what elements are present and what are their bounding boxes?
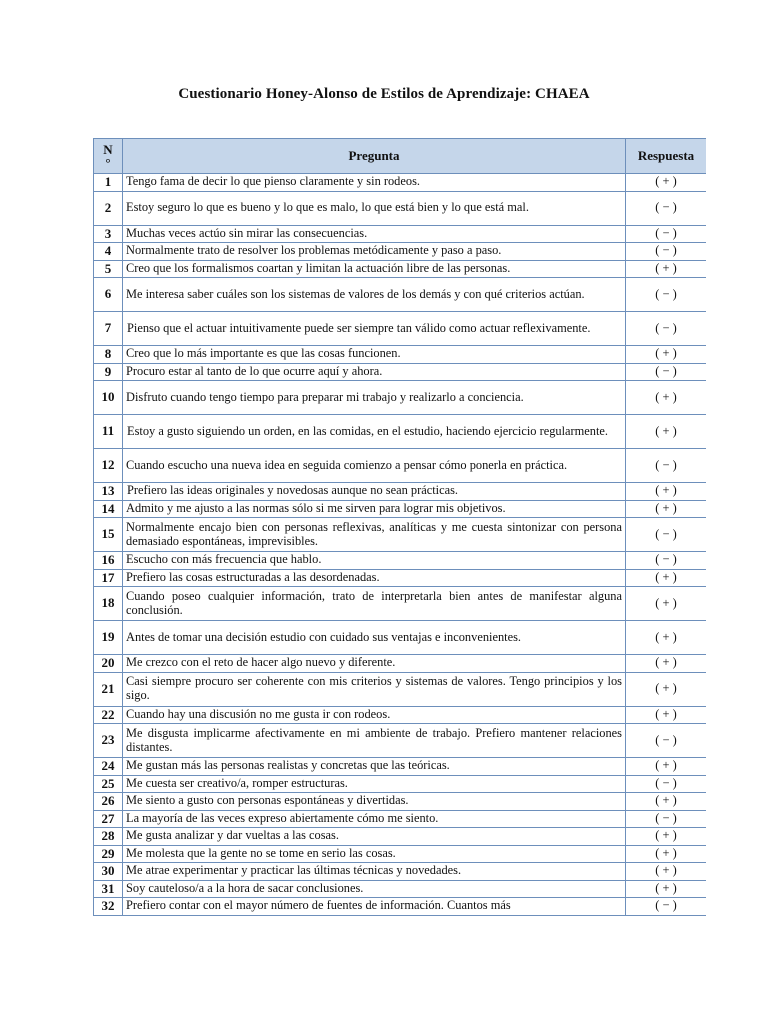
table-row — [94, 810, 707, 828]
row-answer: ( − ) — [626, 225, 707, 243]
table-row — [94, 483, 707, 501]
row-question: Me interesa saber cuáles son los sistemas de valores de los demás y con qué criterios actúan. — [123, 278, 626, 312]
row-question: Me siento a gusto con personas espontáneas y divertidas. — [123, 793, 626, 811]
row-number: 13 — [94, 483, 123, 501]
table-row — [94, 381, 707, 415]
row-question: Tengo fama de decir lo que pienso claramente y sin rodeos. — [123, 174, 626, 192]
row-number: 32 — [94, 898, 123, 916]
table-row — [94, 225, 707, 243]
header-number-label: N ° — [103, 142, 113, 170]
row-answer: ( + ) — [626, 758, 707, 776]
row-question: Me gustan más las personas realistas y concretas que las teóricas. — [123, 758, 626, 776]
row-question: Estoy a gusto siguiendo un orden, en las comidas, en el estudio, haciendo ejercicio regularmente. — [123, 415, 626, 449]
table-row — [94, 845, 707, 863]
row-question: Normalmente encajo bien con personas reflexivas, analíticas y me cuesta sintonizar con persona demasiado espontáneas, imprevisibles. — [123, 518, 626, 552]
row-answer: ( + ) — [626, 381, 707, 415]
table-row — [94, 775, 707, 793]
row-answer: ( − ) — [626, 810, 707, 828]
table-row — [94, 672, 707, 706]
row-number: 10 — [94, 381, 123, 415]
table-row — [94, 346, 707, 364]
row-question: Admito y me ajusto a las normas sólo si me sirven para lograr mis objetivos. — [123, 500, 626, 518]
row-question: Normalmente trato de resolver los problemas metódicamente y paso a paso. — [123, 243, 626, 261]
row-question: Soy cauteloso/a a la hora de sacar conclusiones. — [123, 880, 626, 898]
table-row — [94, 724, 707, 758]
row-answer: ( − ) — [626, 552, 707, 570]
row-question: Muchas veces actúo sin mirar las consecuencias. — [123, 225, 626, 243]
row-number: 30 — [94, 863, 123, 881]
row-number: 19 — [94, 621, 123, 655]
row-answer: ( + ) — [626, 415, 707, 449]
row-question: Me gusta analizar y dar vueltas a las cosas. — [123, 828, 626, 846]
row-number: 6 — [94, 278, 123, 312]
table-row — [94, 758, 707, 776]
table-row — [94, 880, 707, 898]
row-answer: ( + ) — [626, 845, 707, 863]
row-answer: ( + ) — [626, 500, 707, 518]
row-question: Cuando poseo cualquier información, trato de interpretarla bien antes de manifestar alguna conclusión. — [123, 587, 626, 621]
row-number: 26 — [94, 793, 123, 811]
row-answer: ( + ) — [626, 346, 707, 364]
row-answer: ( + ) — [626, 260, 707, 278]
header-number — [94, 139, 123, 174]
row-number: 14 — [94, 500, 123, 518]
row-number: 23 — [94, 724, 123, 758]
table-row — [94, 828, 707, 846]
table-row — [94, 655, 707, 673]
table-row — [94, 587, 707, 621]
row-question: Escucho con más frecuencia que hablo. — [123, 552, 626, 570]
row-answer: ( − ) — [626, 449, 707, 483]
row-question: Antes de tomar una decisión estudio con cuidado sus ventajas e inconvenientes. — [123, 621, 626, 655]
row-question: Disfruto cuando tengo tiempo para preparar mi trabajo y realizarlo a conciencia. — [123, 381, 626, 415]
row-number: 27 — [94, 810, 123, 828]
row-number: 7 — [94, 312, 123, 346]
table-row — [94, 312, 707, 346]
row-answer: ( + ) — [626, 621, 707, 655]
row-answer: ( + ) — [626, 706, 707, 724]
table-row — [94, 863, 707, 881]
row-number: 18 — [94, 587, 123, 621]
row-answer: ( − ) — [626, 312, 707, 346]
row-question: Creo que los formalismos coartan y limitan la actuación libre de las personas. — [123, 260, 626, 278]
row-number: 29 — [94, 845, 123, 863]
questionnaire-table — [93, 138, 706, 916]
row-question: Casi siempre procuro ser coherente con mis criterios y sistemas de valores. Tengo principios y los sigo. — [123, 672, 626, 706]
table-row — [94, 260, 707, 278]
table-row — [94, 278, 707, 312]
row-question: Estoy seguro lo que es bueno y lo que es malo, lo que está bien y lo que está mal. — [123, 191, 626, 225]
row-number: 31 — [94, 880, 123, 898]
row-number: 5 — [94, 260, 123, 278]
row-number: 1 — [94, 174, 123, 192]
row-answer: ( + ) — [626, 174, 707, 192]
row-answer: ( − ) — [626, 775, 707, 793]
row-question: Me crezco con el reto de hacer algo nuevo y diferente. — [123, 655, 626, 673]
table-row — [94, 243, 707, 261]
row-question: Me disgusta implicarme afectivamente en mi ambiente de trabajo. Prefiero mantener relaciones distantes. — [123, 724, 626, 758]
table-row — [94, 363, 707, 381]
row-answer: ( + ) — [626, 863, 707, 881]
row-answer: ( − ) — [626, 518, 707, 552]
row-answer: ( − ) — [626, 243, 707, 261]
row-answer: ( − ) — [626, 724, 707, 758]
row-answer: ( − ) — [626, 898, 707, 916]
table-row — [94, 518, 707, 552]
row-answer: ( − ) — [626, 191, 707, 225]
row-number: 8 — [94, 346, 123, 364]
table-row — [94, 793, 707, 811]
row-number: 21 — [94, 672, 123, 706]
row-number: 3 — [94, 225, 123, 243]
row-question: Prefiero las ideas originales y novedosas aunque no sean prácticas. — [123, 483, 626, 501]
row-number: 17 — [94, 569, 123, 587]
row-number: 11 — [94, 415, 123, 449]
header-answer: Respuesta — [626, 139, 707, 174]
row-question: Prefiero contar con el mayor número de fuentes de información. Cuantos más — [123, 898, 626, 916]
row-question: Me atrae experimentar y practicar las últimas técnicas y novedades. — [123, 863, 626, 881]
row-question: Me cuesta ser creativo/a, romper estructuras. — [123, 775, 626, 793]
row-answer: ( − ) — [626, 278, 707, 312]
questionnaire-table-container — [93, 138, 706, 931]
row-number: 2 — [94, 191, 123, 225]
row-question: Prefiero las cosas estructuradas a las desordenadas. — [123, 569, 626, 587]
row-answer: ( + ) — [626, 483, 707, 501]
row-answer: ( + ) — [626, 828, 707, 846]
row-question: Pienso que el actuar intuitivamente puede ser siempre tan válido como actuar reflexivamente. — [123, 312, 626, 346]
table-row — [94, 569, 707, 587]
row-number: 28 — [94, 828, 123, 846]
row-answer: ( + ) — [626, 880, 707, 898]
table-row — [94, 500, 707, 518]
row-question: Cuando escucho una nueva idea en seguida comienzo a pensar cómo ponerla en práctica. — [123, 449, 626, 483]
row-answer: ( + ) — [626, 793, 707, 811]
row-number: 4 — [94, 243, 123, 261]
table-row — [94, 191, 707, 225]
row-number: 12 — [94, 449, 123, 483]
table-row — [94, 898, 707, 916]
row-question: La mayoría de las veces expreso abiertamente cómo me siento. — [123, 810, 626, 828]
row-number: 22 — [94, 706, 123, 724]
row-number: 25 — [94, 775, 123, 793]
table-row — [94, 449, 707, 483]
row-number: 16 — [94, 552, 123, 570]
row-question: Cuando hay una discusión no me gusta ir con rodeos. — [123, 706, 626, 724]
table-row — [94, 174, 707, 192]
table-row — [94, 552, 707, 570]
table-row — [94, 706, 707, 724]
row-question: Me molesta que la gente no se tome en serio las cosas. — [123, 845, 626, 863]
row-number: 20 — [94, 655, 123, 673]
table-header-row — [94, 139, 707, 174]
row-number: 24 — [94, 758, 123, 776]
table-row — [94, 621, 707, 655]
row-answer: ( + ) — [626, 672, 707, 706]
row-question: Creo que lo más importante es que las cosas funcionen. — [123, 346, 626, 364]
row-answer: ( − ) — [626, 363, 707, 381]
document-title: Cuestionario Honey-Alonso de Estilos de Aprendizaje: CHAEA — [178, 86, 590, 102]
row-number: 15 — [94, 518, 123, 552]
header-question: Pregunta — [123, 139, 626, 174]
row-answer: ( + ) — [626, 569, 707, 587]
row-question: Procuro estar al tanto de lo que ocurre aquí y ahora. — [123, 363, 626, 381]
row-number: 9 — [94, 363, 123, 381]
row-answer: ( + ) — [626, 587, 707, 621]
row-answer: ( + ) — [626, 655, 707, 673]
table-row — [94, 415, 707, 449]
